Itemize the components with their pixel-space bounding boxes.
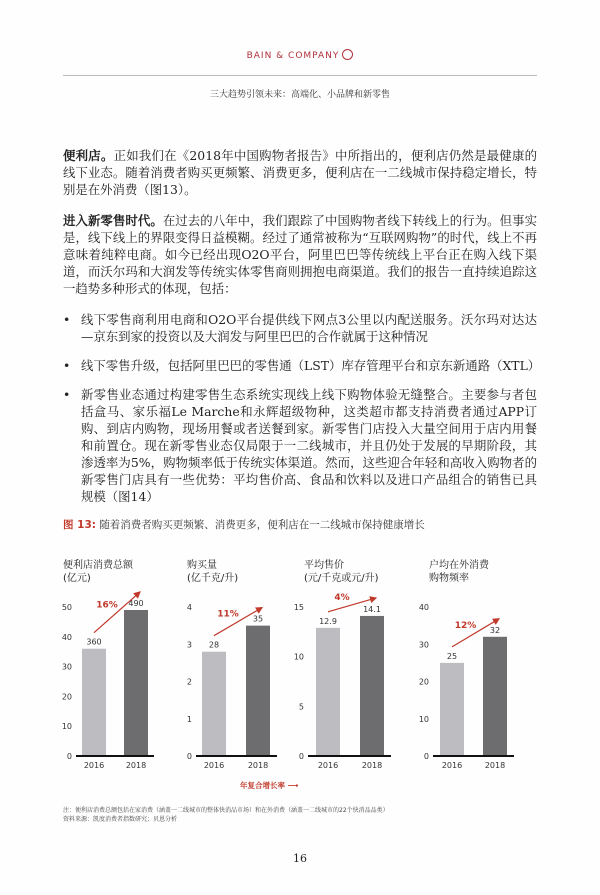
y-tick-label: 0 [423,752,429,761]
chart-title: 购买量 [187,560,217,571]
bar-2018 [483,637,507,756]
y-tick-label: 2 [186,677,192,687]
y-tick-label: 3 [186,640,192,650]
bar-charts [0,517,600,817]
data-label: 360 [86,637,102,647]
x-tick-label: 2018 [484,761,506,770]
y-tick-label: 10 [293,652,304,662]
x-tick-label: 2018 [247,761,269,770]
chart-unit: 购物频率 [429,573,469,584]
chart-unit: (亿元) [63,573,91,584]
bullet-text: 线下零售商利用电商和O2O平台提供线下网点3公里以内配送服务。沃尔玛对达达—京东到家的投资以及大润发与阿里巴巴的合作就属于这种情况 [81,312,537,344]
y-tick-label: 0 [66,752,72,761]
paragraph-new-retail [63,212,537,297]
paragraph-lead: 进入新零售时代。 [63,213,163,228]
data-label: 25 [446,651,458,661]
footnote: 注：便利店消费总额包括在家消费（涵盖一二线城市的整体快消品市场）和在外消费（涵盖一二线城市的22个快消品品类） [63,807,389,814]
arrow-right-icon: ⟶ [287,781,299,790]
x-tick-label: 2018 [125,761,147,770]
y-tick-label: 5 [298,702,304,712]
data-label: 32 [489,625,501,635]
bullet-icon: • [63,358,71,373]
bar-2016 [82,649,106,756]
y-tick-label: 10 [61,722,72,732]
y-tick-label: 30 [61,662,72,672]
chart-title: 便利店消费总额 [63,560,133,571]
y-tick-label: 4 [186,603,192,612]
source-note: 资料来源：凯度消费者指数研究；贝恩分析 [63,816,178,823]
bullet-item [63,357,541,374]
bullet-icon: • [63,312,71,327]
bullet-icon: • [63,387,71,402]
y-tick-label: 40 [418,603,429,612]
figure-caption: 随着消费者购买更频繁、消费更多，便利店在一二线城市保持健康增长 [99,519,425,531]
cagr-value: 4% [334,592,350,603]
cagr-label: 年复合增长率 [240,781,285,790]
y-tick-label: 1 [186,714,192,724]
x-tick-label: 2016 [203,761,225,770]
data-label: 490 [128,598,144,608]
y-tick-label: 50 [61,603,72,612]
cagr-value: 12% [454,620,477,631]
figure-number: 图 13: [63,519,96,531]
paragraph-lead: 便利店。 [63,148,114,163]
bar-2016 [202,652,226,756]
page-number: 16 [293,852,307,865]
chart-unit: (元/千克或元/升) [304,573,379,584]
y-tick-label: 0 [298,752,304,761]
y-tick-label: 0 [186,752,192,761]
y-tick-label: 20 [418,677,429,687]
figure-13 [0,517,600,895]
data-label: 35 [252,614,264,624]
bar-2018 [246,626,270,756]
paragraph-text: 正如我们在《2018年中国购物者报告》中所指出的，便利店仍然是最健康的线下业态。随着消费者购买更频繁、消费更多，便利店在一二线城市保持稳定增长，特别是在外消费（图13）。 [63,148,537,197]
chart-unit: (亿千克/升) [187,573,239,584]
cagr-value: 11% [217,609,239,620]
x-tick-label: 2016 [317,761,339,770]
cagr-value: 16% [96,600,118,611]
data-label: 12.9 [319,616,337,626]
chart-title: 户均在外消费 [429,560,489,571]
x-tick-label: 2016 [83,761,105,770]
bullet-text: 线下零售升级，包括阿里巴巴的零售通（LST）库存管理平台和京东新通路（XTL） [81,358,541,373]
y-tick-label: 40 [61,632,72,642]
bar-2018 [124,610,148,756]
bar-2016 [440,663,464,756]
data-label: 14.1 [363,604,381,614]
y-tick-label: 30 [418,640,429,650]
paragraph-convenience-store [63,147,537,198]
bullet-text: 新零售业态通过构建零售生态系统实现线上线下购物体验无缝整合。主要参与者包括盒马、家乐福Le Marche和永辉超级物种，这类超市都支持消费者通过APP订购、到店内购物，现场用餐或者送餐到家。新零售门店投入大量空间用于店内用餐和前置仓。现在新零售业态仅局限于一二线城市，并且仍处于发展的早期阶段，其渗透率为5%，购物频率低于传统实体渠道。然而，这些迎合年轻和高收入购物者的新零售门店具有一些优势：平均售价高、食品和饮料以及进口产品组合的销售已具规模（图14） [81,387,537,504]
bullet-item [63,311,537,345]
x-tick-label: 2018 [361,761,383,770]
x-tick-label: 2016 [441,761,463,770]
chart-title: 平均售价 [304,560,344,571]
y-tick-label: 20 [61,692,72,702]
body-text [63,0,541,505]
running-title: 三大趋势引领未来：高端化、小品牌和新零售 [209,90,390,100]
data-label: 28 [208,640,220,650]
brand-name: BAIN & COMPANY [246,51,340,61]
bar-2016 [316,628,340,756]
paragraph-text: 在过去的八年中，我们跟踪了中国购物者线下转线上的行为。但事实是，线下线上的界限变得日益模糊。经过了通常被称为“互联网购物”的时代，线上不再意味着纯粹电商。如今已经出现O2O平台，阿里巴巴等传统线上平台正在购入线下渠道，而沃尔玛和大润发等传统实体零售商则拥抱电商渠道。我们的报告一直持续追踪这一趋势多种形式的体现，包括： [63,213,538,296]
y-tick-label: 15 [293,603,304,612]
y-tick-label: 10 [418,714,429,724]
bar-2018 [360,616,384,756]
bullet-item [63,386,537,505]
cagr-legend [240,780,298,791]
